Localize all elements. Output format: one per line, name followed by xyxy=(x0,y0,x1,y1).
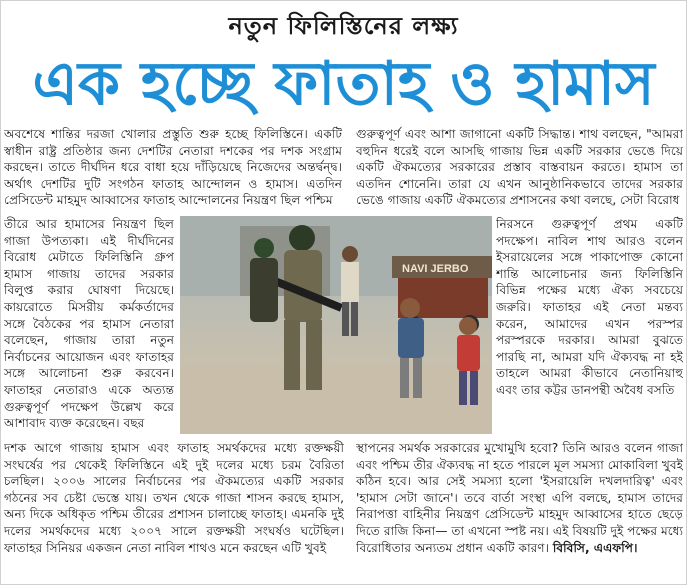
left-column-wrap xyxy=(4,216,174,438)
bottom-right-paragraph xyxy=(356,440,683,556)
right-top-paragraph: গুরুত্বপূর্ণ এবং আশা জাগানো একটি সিদ্ধান্ত। শাথ বলছেন, "আমরা বহুদিন ধরেই বলে আসছি গাজায় ভিন্ন একটি সরকার ভেঙে দিয়ে একটি ঐকমত্যের সরকারের প্রস্তাব বাস্তবায়ন করতে। হামাস তা এতদিন শোনেনি। তারা যে এখন আনুষ্ঠানিকভাবে তাদের সরকার ভেঙে গাজায় একটি ঐকমত্যের প্রশাসনের কথা বলছে, সেটা বিরোধ xyxy=(356,127,683,208)
right-column-wrap xyxy=(496,216,683,438)
right-column-top xyxy=(356,126,683,216)
headline: এক হচ্ছে ফাতাহ ও হামাস xyxy=(32,49,655,119)
photo-shop-sign: NAVI JERBO xyxy=(402,263,469,275)
right-wrap-paragraph: নিরসনে গুরুত্বপূর্ণ প্রথম একটি পদক্ষেপ। নাবিল শাথ আরও বলেন ইসরায়েলের সঙ্গে পাকাপোক্ত কোনো শান্তি আলোচনার জন্য ফিলিস্তিনি বিভিন্ন পক্ষের মধ্যে ঐক্য সবচেয়ে জরুরি। ফাতাহর এই নেতা মন্তব্য করেন, আমাদের এখন পরস্পর পরস্পরকে দরকার। আমরা বুঝতে পারছি না, আমরা যদি ঐক্যবদ্ধ না হই তাহলে আমরা কীভাবে নেতানিয়াহু এবং তার কট্টর ডানপন্থী অবৈধ বসতি xyxy=(496,217,683,397)
news-photo-illustration xyxy=(180,216,492,434)
source-credit: বিবিসি, এএফপি। xyxy=(552,540,638,555)
left-column-top xyxy=(4,126,342,216)
news-photo xyxy=(180,216,492,434)
left-top-paragraph: অবশেষে শান্তির দরজা খোলার প্রস্তুতি শুরু হচ্ছে ফিলিস্তিনে। একটি স্বাধীন রাষ্ট্র প্রতিষ্ঠার জন্য দেশটির নেতারা দশকের পর দশক সংগ্রাম করছেন। তাতে দীর্ঘদিন ধরে বাধা হয়ে দাঁড়িয়েছে নিজেদের অন্তর্দ্বন্দ্ব। অর্থাৎ দেশটির দুটি সংগঠন ফাতাহ আন্দোলন ও হামাস। এতদিন প্রেসিডেন্ট মাহমুদ আব্বাসের ফাতাহ আন্দোলনের নিয়ন্ত্রণ ছিল পশ্চিম xyxy=(4,127,342,208)
bottom-left-paragraph: দশক আগে গাজায় হামাস এবং ফাতাহ সমর্থকদের মধ্যে রক্তক্ষয়ী সংঘর্ষের পর থেকেই ফিলিস্তিনে এই দুই দলের মধ্যে চরম বৈরিতা চলছিল। ২০০৬ সালের নির্বাচনের পর ঐকমত্যের একটি সরকার গঠনের সব চেষ্টা ভেস্তে যায়। তখন থেকে গাজা শাসন করছে হামাস, অন্য দিকে অধিকৃত পশ্চিম তীরের প্রশাসন চালাচ্ছে ফাতাহ। এমনকি দুই দলের সমর্থকদের মধ্যে ২০০৭ সালে রক্তক্ষয়ী সংঘর্ষও ঘটেছিল। ফাতাহর সিনিয়র একজন নেতা নাবিল শাথও মনে করছেন এটি খুবই xyxy=(4,441,344,555)
left-wrap-paragraph: তীরে আর হামাসের নিয়ন্ত্রণ ছিল গাজা উপত্যকা। এই দীর্ঘদিনের বিরোধ মেটাতে ফিলিস্তিনি গ্রুপ হামাস গাজায় তাদের সরকার বিলুপ্ত করার ঘোষণা দিয়েছে। কায়রোতে মিসরীয় কর্মকর্তাদের সঙ্গে বৈঠকের পর হামাস নেতারা বলেছেন, গাজায় তারা নতুন নির্বাচনের আয়োজন এবং ফাতাহর সঙ্গে আলোচনা শুরু করবেন। ফাতাহর নেতারাও একে অত্যন্ত গুরুত্বপূর্ণ পদক্ষেপ উল্লেখ করে আশাবাদ ব্যক্ত করেছেন। বছর xyxy=(4,217,174,431)
photo-street xyxy=(180,366,492,434)
bottom-left-column xyxy=(4,440,344,582)
bottom-right-text: স্থাপনের সমর্থক সরকারের মুখোমুখি হবো? তিনি আরও বলেন গাজা এবং পশ্চিম তীর ঐক্যবদ্ধ না হতে পারলে মূল সমস্যা মোকাবিলা খুবই কঠিন হবে। আর সেই সমস্যা হলো 'ইসরায়েলি দখলদারিত্ব' এবং 'হামাস সেটা জানে'। তবে বার্তা সংস্থা এপি বলছে, হামাস তাদের নিরাপত্তা বাহিনীর নিয়ন্ত্রণ প্রেসিডেন্ট মাহমুদ আব্বাসের হাতে ছেড়ে দিতে রাজি কিনা— তা এখনো স্পষ্ট নয়। এই বিষয়টি দুই পক্ষের মধ্যে বিরোধিতার অন্যতম প্রধান একটি কারণ। xyxy=(356,441,683,555)
kicker: নতুন ফিলিস্তিনের লক্ষ্য xyxy=(228,12,459,40)
bottom-right-column xyxy=(356,440,683,582)
